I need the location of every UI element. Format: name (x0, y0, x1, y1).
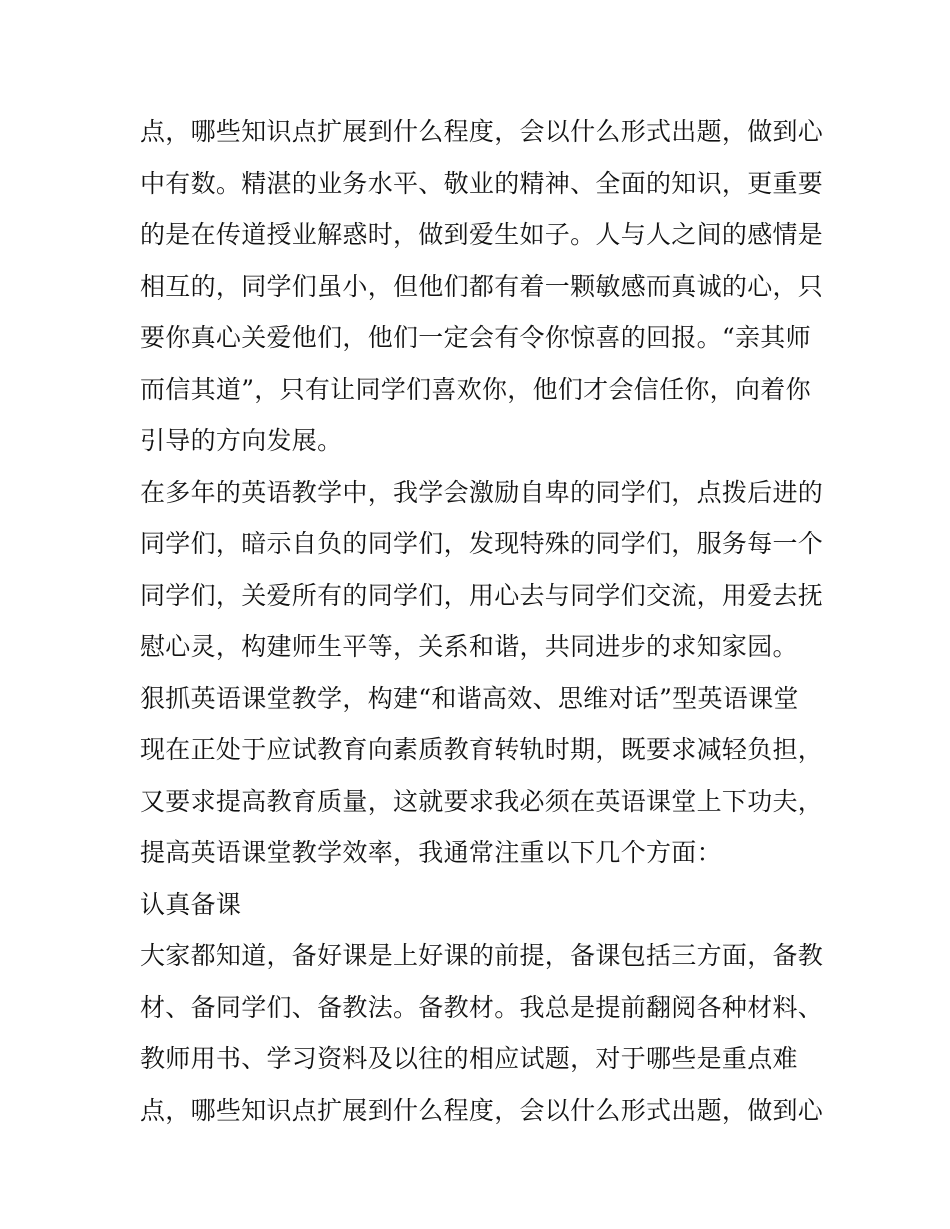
text-line: 又要求提高教育质量，这就要求我必须在英语课堂上下功夫， (140, 786, 824, 816)
text-line: 同学们，暗示自负的同学们，发现特殊的同学们，服务每一个 (140, 529, 824, 558)
text-line: 中有数。精湛的业务水平、敬业的精神、全面的知识，更重要 (140, 168, 824, 198)
text-line: 而信其道”，只有让同学们喜欢你，他们才会信任你，向着你 (140, 374, 811, 404)
text-line: 同学们，关爱所有的同学们，用心去与同学们交流，用爱去抚 (140, 580, 824, 610)
text-line: 教师用书、学习资料及以往的相应试题，对于哪些是重点难 (140, 1044, 798, 1073)
body-text (140, 106, 824, 1136)
section-heading: 狠抓英语课堂教学，构建“和谐高效、思维对话”型英语课堂 (140, 683, 799, 713)
text-line: 点，哪些知识点扩展到什么程度，会以什么形式出题，做到心 (140, 1095, 824, 1125)
text-line: 提高英语课堂教学效率，我通常注重以下几个方面： (140, 838, 722, 867)
text-line: 现在正处于应试教育向素质教育转轨时期，既要求减轻负担， (140, 735, 824, 764)
text-line: 要你真心关爱他们，他们一定会有令你惊喜的回报。“亲其师 (140, 323, 811, 352)
text-line: 点，哪些知识点扩展到什么程度，会以什么形式出题，做到心 (140, 117, 824, 146)
text-line: 引导的方向发展。 (140, 426, 343, 455)
text-line: 在多年的英语教学中，我学会激励自卑的同学们，点拨后进的 (140, 477, 824, 507)
text-line: 慰心灵，构建师生平等，关系和谐，共同进步的求知家园。 (140, 632, 798, 661)
text-line: 材、备同学们、备教法。备教材。我总是提前翻阅各种材料、 (140, 992, 824, 1022)
subsection-heading: 认真备课 (140, 889, 242, 919)
text-line: 相互的，同学们虽小，但他们都有着一颗敏感而真诚的心，只 (140, 271, 824, 301)
text-line: 的是在传道授业解惑时，做到爱生如子。人与人之间的感情是 (140, 220, 824, 249)
text-line: 大家都知道，备好课是上好课的前提，备课包括三方面，备教 (140, 941, 824, 970)
